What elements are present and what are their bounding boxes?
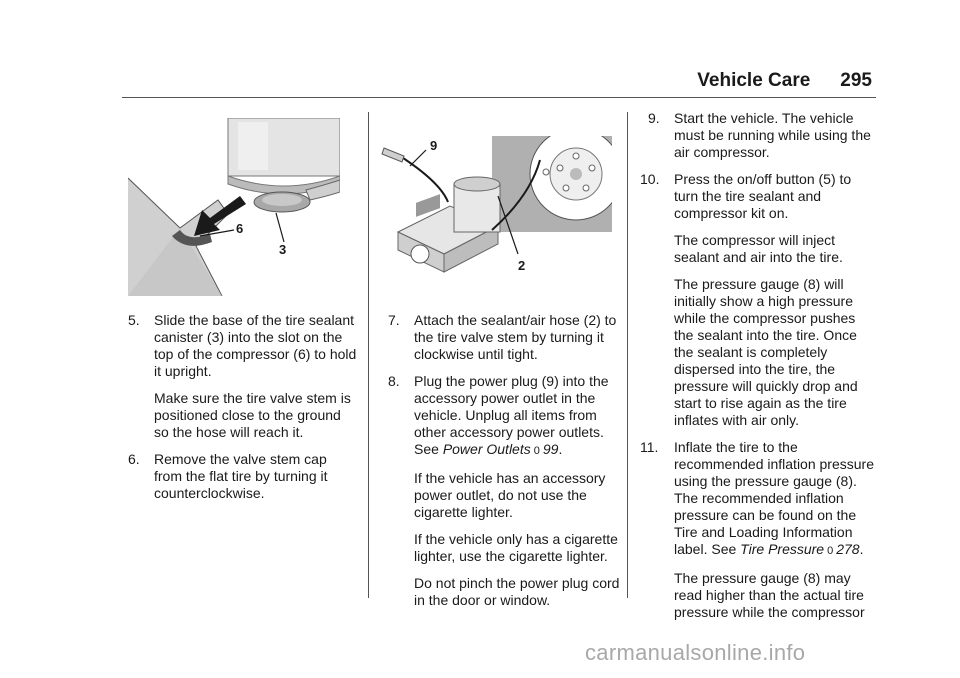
header-rule [122, 97, 876, 98]
figure-compressor-hose-tire [380, 136, 612, 284]
fig1-label-6: 6 [236, 221, 244, 236]
column-3 [640, 110, 878, 631]
tire-pressure-page[interactable]: 278 [836, 541, 860, 557]
step-10-number: 10. [640, 171, 660, 187]
fig1-label-3: 3 [279, 242, 287, 257]
column-1 [128, 312, 358, 512]
step-8-body: Plug the power plug (9) into the accessory power outlet in the vehicle. Unplug all items from other accessory power outlets. See [414, 373, 609, 457]
step-7 [388, 312, 620, 363]
step-8 [388, 373, 620, 609]
step-11-note-1: The pressure gauge (8) may read higher than the actual tire pressure while the compressor [674, 570, 865, 620]
step-10 [640, 171, 878, 429]
page-header [697, 70, 872, 92]
step-5-text: Slide the base of the tire sealant canister (3) into the slot on the top of the compressor (6) to hold it upright. [154, 312, 357, 379]
power-outlets-page[interactable]: 99 [542, 441, 559, 457]
step-11 [640, 439, 878, 621]
step-7-number: 7. [388, 312, 400, 328]
fig2-label-9: 9 [430, 138, 438, 153]
step-6-text: Remove the valve stem cap from the flat tire by turning it counterclockwise. [154, 451, 328, 501]
section-title: Vehicle Care [697, 70, 811, 91]
xref-symbol-2: 0 [827, 545, 834, 557]
figure-canister-compressor [128, 118, 340, 296]
step-5 [128, 312, 358, 441]
step-5-note: Make sure the tire valve stem is positioned close to the ground so the hose will reach it. [154, 390, 351, 440]
column-divider-1 [368, 112, 369, 598]
tire-link-2[interactable]: Pressure [768, 541, 825, 557]
step-9 [640, 110, 878, 161]
page-number: 295 [840, 70, 872, 91]
step-9-text: Start the vehicle. The vehicle must be running while using the air compressor. [674, 110, 871, 160]
xref-symbol: 0 [533, 445, 540, 457]
step-8-period: . [558, 441, 563, 457]
step-10-note-1: The compressor will inject sealant and air into the tire. [674, 232, 843, 265]
column-divider-2 [627, 112, 628, 598]
column-2 [388, 312, 620, 619]
step-11-body: Inflate the tire to the recommended inflation pressure using the pressure gauge (8). The recommended inflation pressure can be found on the Tire and Loading Information label. See [674, 439, 874, 557]
tire-link-1[interactable]: Tire [740, 541, 765, 557]
step-10-text: Press the on/off button (5) to turn the tire sealant and compressor kit on. [674, 171, 852, 221]
watermark: carmanualsonline.info [585, 640, 806, 665]
step-6 [128, 451, 358, 502]
step-8-note-3: Do not pinch the power plug cord in the door or window. [414, 575, 620, 608]
step-10-note-2: The pressure gauge (8) will initially show a high pressure while the compressor pushes the sealant into the tire. Once the sealant is completely dispersed into the tire, the pressure will quickly drop and start to rise again as the tire inflates with air only. [674, 276, 858, 428]
step-7-text: Attach the sealant/air hose (2) to the tire valve stem by turning it clockwise until tight. [414, 312, 617, 362]
fig2-label-2: 2 [518, 258, 526, 273]
step-6-number: 6. [128, 451, 140, 467]
step-8-number: 8. [388, 373, 400, 389]
step-11-period: . [859, 541, 864, 557]
step-8-text [414, 373, 620, 460]
step-8-note-1: If the vehicle has an accessory power outlet, do not use the cigarette lighter. [414, 470, 606, 520]
step-11-text [674, 439, 878, 560]
step-8-note-2: If the vehicle only has a cigarette lighter, use the cigarette lighter. [414, 531, 618, 564]
step-9-number: 9. [648, 110, 660, 126]
step-5-number: 5. [128, 312, 140, 328]
step-11-number: 11. [640, 439, 659, 455]
power-outlets-link[interactable]: Power Outlets [442, 441, 531, 457]
